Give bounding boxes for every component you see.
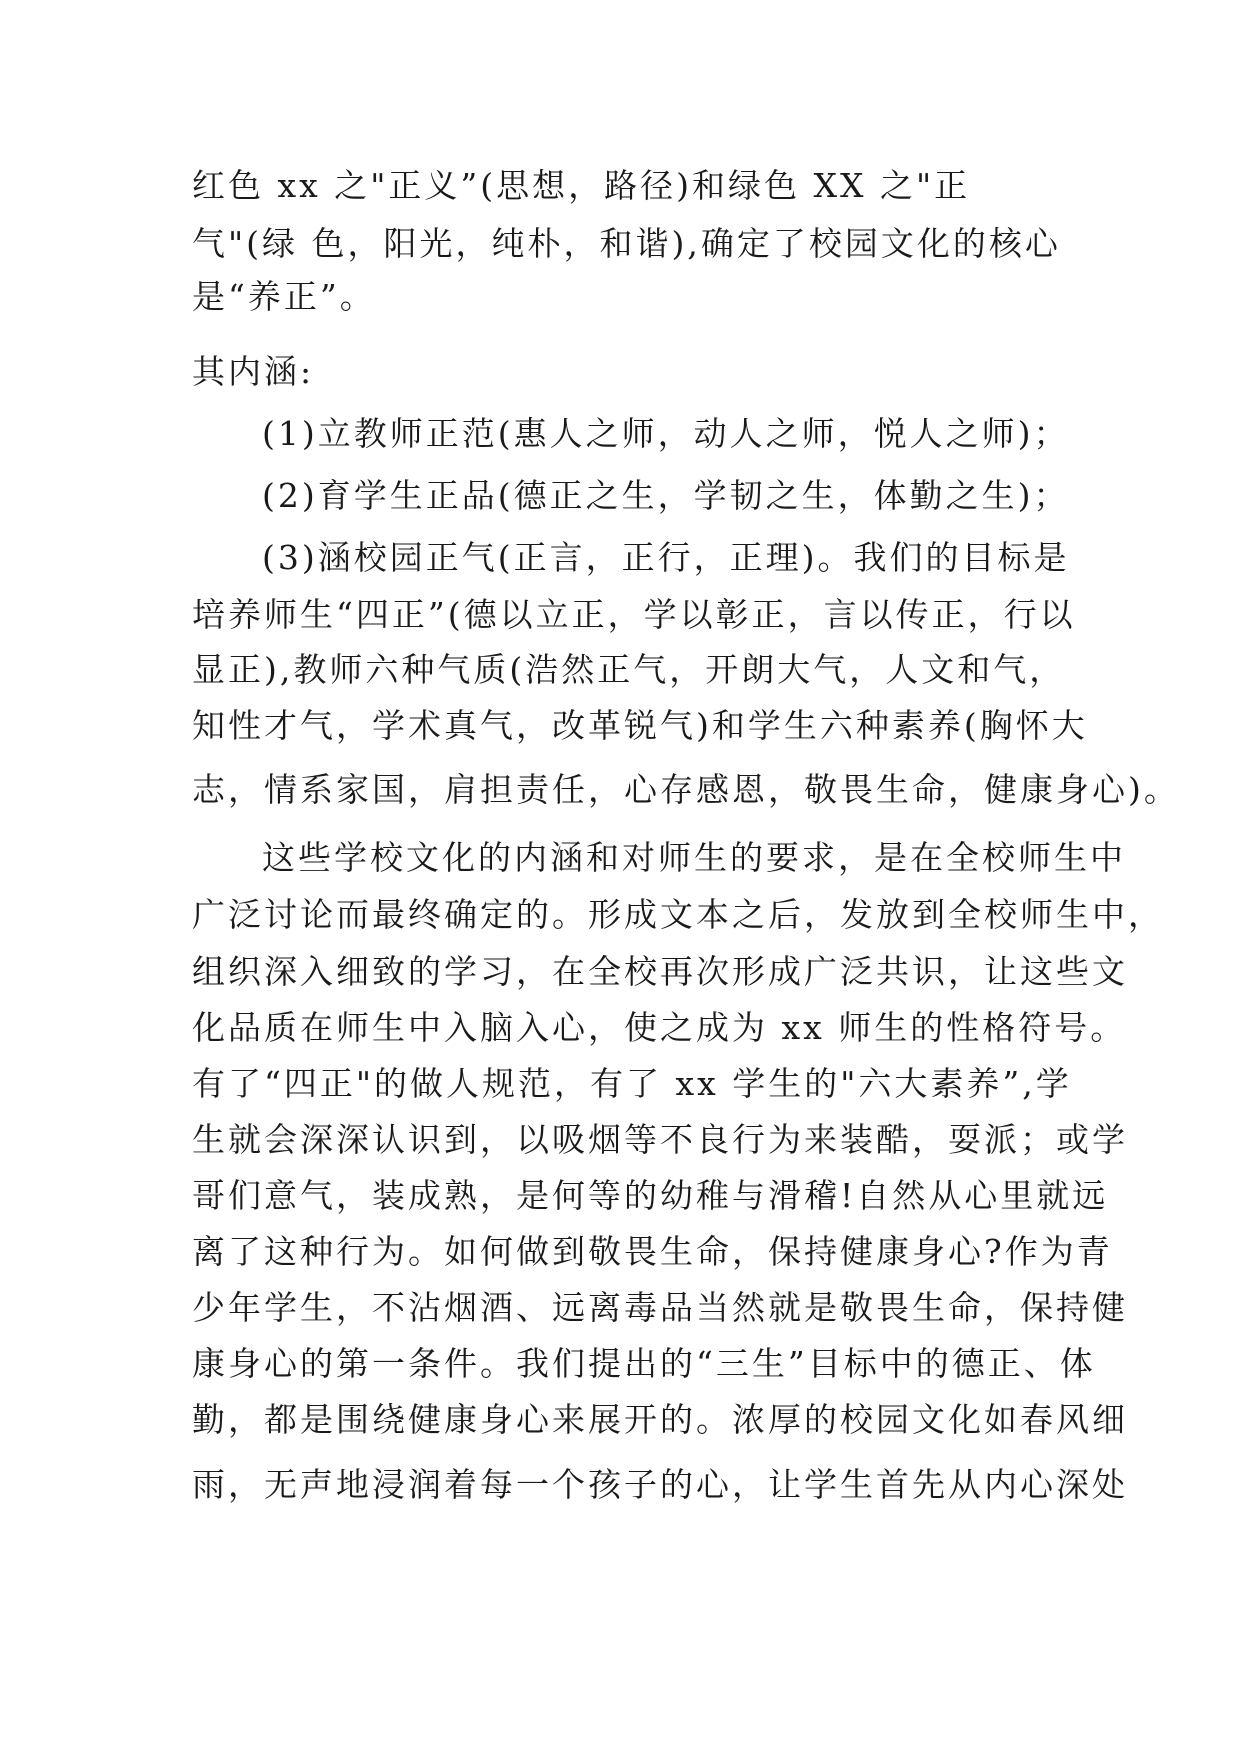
text-line: 气"(绿 色，阳光，纯朴，和谐),确定了校园文化的核心 [192, 224, 1061, 263]
text-line: 少年学生，不沾烟酒、远离毒品当然就是敬畏生命，保持健 [192, 1288, 1128, 1327]
text-line: 生就会深深认识到，以吸烟等不良行为来装酷，耍派；或学 [192, 1120, 1128, 1159]
text-line: 雨，无声地浸润着每一个孩子的心，让学生首先从内心深处 [192, 1465, 1128, 1504]
text-line: 哥们意气，装成熟，是何等的幼稚与滑稽!自然从心里就远 [192, 1176, 1109, 1215]
list-item: (2)育学生正品(德正之生，学韧之生，体勤之生)； [262, 476, 1070, 515]
list-item: (3)涵校园正气(正言，正行，正理)。我们的目标是 [262, 538, 1070, 577]
paragraph-start: 这些学校文化的内涵和对师生的要求，是在全校师生中 [262, 838, 1126, 877]
text-line: 康身心的第一条件。我们提出的“三生”目标中的德正、体 [192, 1344, 1096, 1383]
text-line: 培养师生“四正”(德以立正，学以彰正，言以传正，行以 [192, 595, 1076, 634]
text-line: 红色 xx 之"正义”(思想，路径)和绿色 XX 之"正 [192, 166, 971, 205]
text-line: 显正),教师六种气质(浩然正气，开朗大气，人文和气， [192, 650, 1066, 689]
text-line: 志，情系家国，肩担责任，心存感恩，敬畏生命，健康身心)。 [192, 770, 1180, 809]
text-line: 有了“四正"的做人规范，有了 xx 学生的"六大素养”,学 [192, 1064, 1072, 1103]
text-line: 是“养正”。 [192, 277, 376, 316]
list-item: (1)立教师正范(惠人之师，动人之师，悦人之师)； [262, 414, 1070, 453]
text-line: 知性才气，学术真气，改革锐气)和学生六种素养(胸怀大 [192, 706, 1088, 745]
text-line: 离了这种行为。如何做到敬畏生命，保持健康身心?作为青 [192, 1232, 1113, 1271]
text-line: 广泛讨论而最终确定的。形成文本之后，发放到全校师生中， [192, 895, 1164, 934]
text-line: 其内涵: [192, 352, 315, 391]
text-line: 组织深入细致的学习，在全校再次形成广泛共识，让这些文 [192, 952, 1128, 991]
text-line: 化品质在师生中入脑入心，使之成为 xx 师生的性格符号。 [192, 1008, 1127, 1047]
text-line: 勤，都是围绕健康身心来展开的。浓厚的校园文化如春风细 [192, 1400, 1128, 1439]
